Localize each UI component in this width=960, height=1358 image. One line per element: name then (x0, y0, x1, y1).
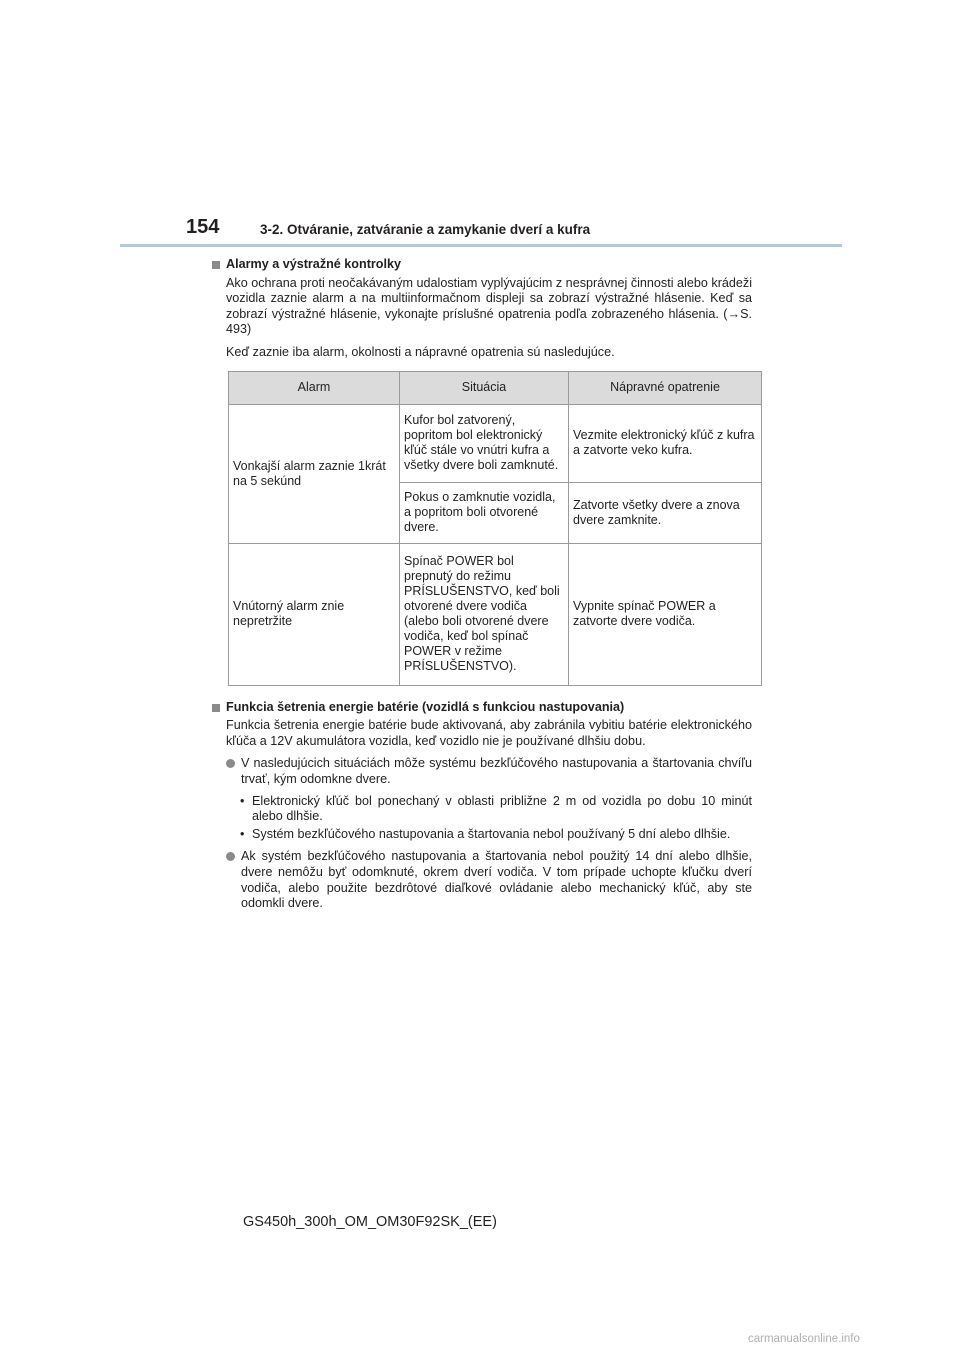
sub-list-item (240, 794, 752, 825)
page-number: 154 (186, 216, 220, 238)
situation-cell: Kufor bol zatvorený, popritom bol elektronický kľúč stále vo vnútri kufra a všetky dvere boli zamknuté. (400, 404, 569, 482)
list-item-text: Ak systém bezkľúčového nastupovania a štartovania nebol použitý 14 dní alebo dlhšie, dvere nemôžu byť odomknuté, okrem dverí vodiča. V tom prípade uchopte kľučku dverí vodiča, alebo použite bezdrôtové diaľkové ovládanie alebo mechanický kľúč, aby ste odomkli dvere. (241, 849, 752, 911)
action-cell: Zatvorte všetky dvere a znova dvere zamknite. (569, 482, 762, 543)
list-item (226, 756, 752, 787)
alarms-intro-paragraph: Ako ochrana proti neočakávaným udalostiam vyplývajúcim z nesprávnej činnosti alebo krádeži vozidla zaznie alarm a na multiinformačnom displeji sa zobrazí výstražné hlásenie. Keď sa zobrazí výstražné hlásenie, vykonajte príslušné opatrenia podľa zobrazeného hlásenia. (→S. 493) (226, 275, 752, 337)
header-divider (120, 244, 842, 247)
list-item (226, 849, 752, 911)
section-heading-alarms (212, 257, 752, 273)
watermark: carmanualsonline.info (748, 1333, 860, 1345)
table-header-row (229, 371, 762, 404)
section-heading-battery (212, 700, 752, 716)
section-title: 3-2. Otváranie, zatváranie a zamykanie dverí a kufra (260, 222, 591, 237)
battery-intro-paragraph: Funkcia šetrenia energie batérie bude aktivovaná, aby zabránila vybitiu batérie elektronického kľúča a 12V akumulátora vozidla, keď vozidlo nie je používané dlhšiu dobu. (226, 718, 752, 748)
small-dot-icon: • (240, 826, 245, 841)
action-cell: Vezmite elektronický kľúč z kufra a zatvorte veko kufra. (569, 404, 762, 482)
situation-cell: Pokus o zamknutie vozidla, a popritom boli otvorené dvere. (400, 482, 569, 543)
list-item-text: V nasledujúcich situáciách môže systému bezkľúčového nastupovania a štartovania chvíľu trvať, kým odomkne dvere. (241, 756, 752, 786)
situation-cell: Spínač POWER bol prepnutý do režimu PRÍSLUŠENSTVO, keď boli otvorené dvere vodiča (alebo boli otvorené dvere vodiča, keď bol spínač POWER v režime PRÍSLUŠENSTVO). (400, 543, 569, 685)
document-code: GS450h_300h_OM_OM30F92SK_(EE) (243, 1214, 497, 1230)
section-heading-text: Alarmy a výstražné kontrolky (226, 257, 401, 271)
small-dot-icon: • (240, 793, 245, 808)
alarms-note-paragraph: Keď zaznie iba alarm, okolnosti a nápravné opatrenia sú nasledujúce. (226, 344, 615, 359)
sub-list-item (240, 827, 752, 843)
round-bullet-icon (226, 759, 235, 768)
table-header-cell: Situácia (400, 371, 569, 404)
square-bullet-icon (212, 704, 220, 712)
table-header-cell: Nápravné opatrenie (569, 371, 762, 404)
alarm-table (228, 371, 762, 686)
table-row (229, 404, 762, 482)
page-content (212, 257, 755, 912)
sub-list-item-text: Elektronický kľúč bol ponechaný v oblasti približne 2 m od vozidla po dobu 10 minút alebo dlhšie. (252, 793, 752, 824)
section-heading-text: Funkcia šetrenia energie batérie (vozidlá s funkciou nastupovania) (226, 699, 625, 714)
alarm-cell: Vonkajší alarm zaznie 1krát na 5 sekúnd (229, 404, 400, 543)
alarm-cell: Vnútorný alarm znie nepretržite (229, 543, 400, 685)
action-cell: Vypnite spínač POWER a zatvorte dvere vodiča. (569, 543, 762, 685)
round-bullet-icon (226, 852, 235, 861)
table-row (229, 543, 762, 685)
sub-list-item-text: Systém bezkľúčového nastupovania a štartovania nebol používaný 5 dní alebo dlhšie. (252, 826, 731, 841)
square-bullet-icon (212, 261, 220, 269)
table-header-cell: Alarm (229, 371, 400, 404)
